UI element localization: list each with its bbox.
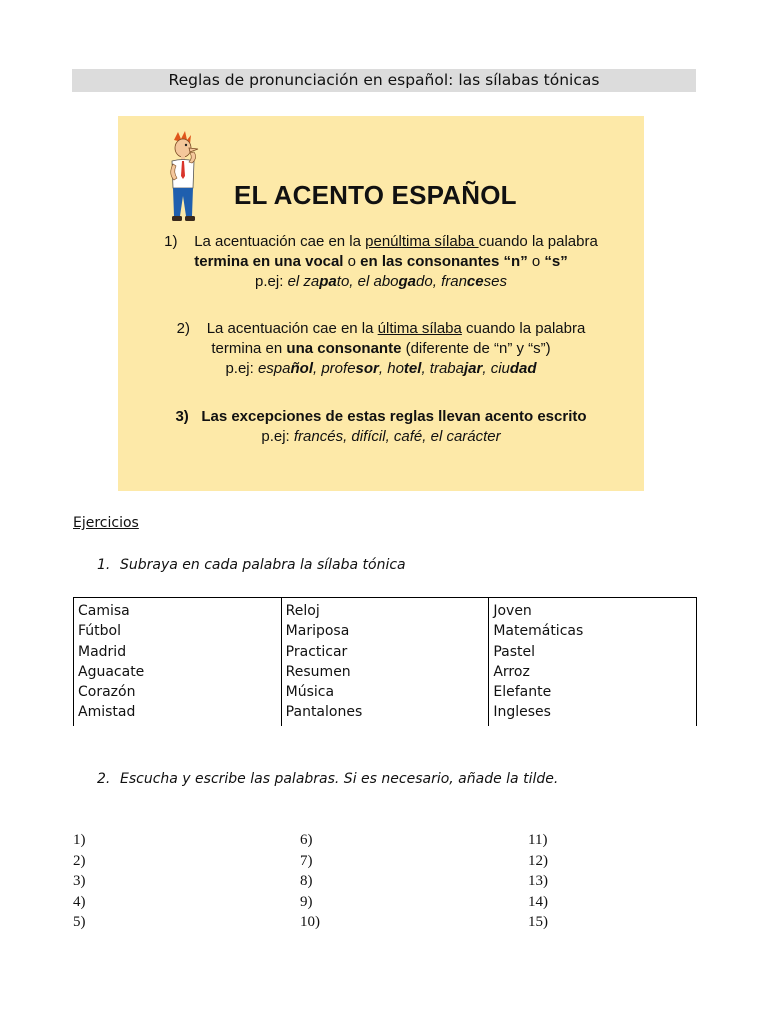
answer-number: 11) — [528, 832, 548, 848]
answer-column-1 — [73, 830, 86, 933]
answer-number: 8) — [300, 873, 313, 889]
word-cell: Música — [285, 684, 335, 701]
answer-column-3 — [528, 830, 548, 933]
rule-3 — [118, 407, 644, 447]
rule-3-examples: p.ej: francés, difícil, café, el carácter — [261, 428, 501, 445]
word-cell: Pastel — [493, 643, 536, 660]
word-cell: Resumen — [285, 663, 351, 680]
answer-number: 5) — [73, 914, 86, 930]
rule-1 — [118, 232, 644, 292]
answer-number: 6) — [300, 832, 313, 848]
answer-number: 7) — [300, 852, 313, 869]
word-cell: Elefante — [493, 684, 552, 701]
rule-2 — [118, 319, 644, 379]
word-cell: Matemáticas — [493, 623, 584, 640]
rule-1-line-2: termina en una vocal o en las consonantes “n” o “s” — [194, 253, 568, 270]
word-cell: Joven — [493, 603, 532, 619]
word-table — [73, 597, 697, 726]
exercise-1-text: Subraya en cada palabra la sílaba tónica — [120, 557, 406, 573]
word-cell: Amistad — [78, 704, 136, 721]
exercise-2-instruction — [97, 771, 558, 787]
answer-number: 14) — [528, 893, 548, 910]
word-cell: Mariposa — [285, 623, 350, 640]
answer-number: 1) — [73, 832, 86, 848]
answer-number: 12) — [528, 852, 548, 869]
answer-number: 15) — [528, 914, 548, 930]
word-cell: Ingleses — [493, 704, 551, 721]
answer-number: 10) — [300, 914, 320, 930]
word-cell: Corazón — [78, 684, 136, 701]
word-cell: Madrid — [78, 643, 127, 660]
answer-number: 3) — [73, 873, 86, 889]
accent-heading: EL ACENTO ESPAÑOL — [234, 180, 517, 210]
rule-2-line-2: termina en una consonante (diferente de “n” y “s”) — [211, 340, 551, 357]
rule-1-line-1: 1) La acentuación cae en la penúltima sílaba cuando la palabra — [164, 233, 598, 250]
rule-3-line-1: 3) Las excepciones de estas reglas llevan acento escrito — [175, 408, 587, 425]
exercise-1-instruction — [97, 557, 406, 573]
rule-1-examples: p.ej: el zapato, el abogado, franceses — [255, 273, 507, 290]
answer-number: 4) — [73, 893, 86, 910]
word-column-3 — [488, 598, 696, 726]
exercise-2-number: 2. — [97, 771, 111, 787]
word-column-2 — [281, 598, 489, 726]
exercise-2-text: Escucha y escribe las palabras. Si es necesario, añade la tilde. — [120, 771, 559, 787]
page-title: Reglas de pronunciación en español: las sílabas tónicas — [72, 69, 696, 92]
word-cell: Arroz — [493, 663, 530, 680]
word-cell: Practicar — [285, 643, 348, 660]
word-cell: Aguacate — [78, 663, 145, 680]
answer-number: 9) — [300, 893, 313, 910]
answer-number: 13) — [528, 873, 548, 889]
word-cell: Camisa — [78, 603, 130, 619]
exercises-heading: Ejercicios — [73, 515, 139, 531]
answer-number: 2) — [73, 852, 86, 869]
accent-rules-box — [118, 116, 644, 491]
word-cell: Fútbol — [78, 623, 121, 640]
answer-column-2 — [300, 830, 320, 933]
word-cell: Reloj — [285, 603, 320, 619]
rule-2-line-1: 2) La acentuación cae en la última sílaba cuando la palabra — [176, 320, 586, 337]
rule-2-examples: p.ej: español, profesor, hotel, trabajar, ciudad — [225, 360, 537, 377]
exercise-1-number: 1. — [97, 557, 111, 573]
word-column-1 — [74, 598, 281, 726]
word-cell: Pantalones — [285, 704, 363, 721]
